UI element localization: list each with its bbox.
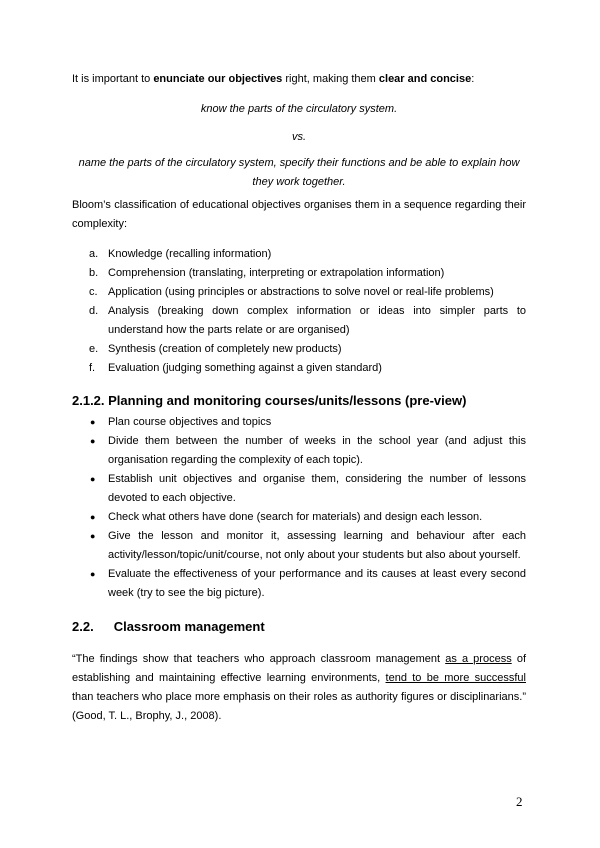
list-item-text: Synthesis (creation of completely new products)	[108, 343, 342, 355]
list-item-text: Divide them between the number of weeks in the school year (and adjust this organisation regarding the complexity of each topic).	[108, 435, 526, 466]
list-item-text: Give the lesson and monitor it, assessing learning and behaviour after each activity/lesson/topic/unit/course, not only about your students but also about yourself.	[108, 530, 526, 561]
list-item-text: Establish unit objectives and organise them, considering the number of lessons devoted to each objective.	[108, 473, 526, 504]
list-item	[72, 264, 526, 283]
list-item	[72, 245, 526, 264]
list-marker: c.	[89, 286, 98, 298]
list-item-text: Analysis (breaking down complex information or ideas into simpler parts to understand how the parts relate or are organised)	[108, 305, 526, 336]
list-item-text: Evaluation (judging something against a given standard)	[108, 362, 382, 374]
bullet-icon: ●	[90, 569, 96, 579]
bullet-icon: ●	[90, 512, 96, 522]
intro-bold-clear: clear and concise	[378, 73, 472, 85]
intro-bold-objectives: enunciate our objectives	[153, 73, 283, 85]
list-item-text: Comprehension (translating, interpreting or extrapolation information)	[108, 267, 445, 279]
list-item	[72, 413, 526, 432]
quote-underline-successful: tend to be more successful	[385, 672, 526, 684]
intro-text-mid: right, making them	[282, 73, 379, 85]
quote-text: of establishing and maintaining effective learning environments,	[72, 653, 526, 684]
intro-paragraph	[72, 70, 532, 89]
list-marker: d.	[89, 305, 99, 317]
page-number: 2	[516, 794, 523, 809]
list-item	[72, 359, 526, 378]
bullet-icon: ●	[90, 436, 96, 446]
list-item-text: Check what others have done (search for materials) and design each lesson.	[108, 511, 483, 523]
example-line-1: know the parts of the circulatory system.	[200, 103, 398, 115]
planning-list	[72, 413, 526, 603]
list-item	[72, 302, 526, 340]
list-item-text: Plan course objectives and topics	[108, 416, 272, 428]
intro-colon: :	[471, 73, 475, 85]
bullet-icon: ●	[90, 474, 96, 484]
section-title: Classroom management	[113, 619, 265, 634]
bloom-list	[72, 245, 526, 378]
list-item-text: Knowledge (recalling information)	[108, 248, 272, 260]
quote-underline-process: as a process	[445, 653, 512, 665]
bullet-icon: ●	[90, 531, 96, 541]
list-marker: b.	[89, 267, 99, 279]
list-marker: a.	[89, 248, 99, 260]
example-vs: vs.	[291, 131, 307, 143]
section-heading-2-2	[72, 618, 532, 636]
bullet-icon: ●	[90, 417, 96, 427]
list-item-text: Evaluate the effectiveness of your performance and its causes at least every second week (try to see the big picture).	[108, 568, 526, 599]
intro-text: It is important to	[72, 73, 154, 85]
list-item	[72, 432, 526, 470]
list-item	[72, 340, 526, 359]
list-marker: f.	[89, 362, 96, 374]
list-marker: e.	[89, 343, 99, 355]
section-number: 2.2.	[72, 619, 94, 634]
list-item	[72, 565, 526, 603]
list-item-text: Application (using principles or abstractions to solve novel or real-life problems)	[108, 286, 494, 298]
list-item	[72, 283, 526, 302]
example-line-2: name the parts of the circulatory system, specify their functions and be able to explain how they work together.	[78, 157, 520, 188]
section-heading-2-1-2: 2.1.2. Planning and monitoring courses/units/lessons (pre-view)	[72, 393, 467, 408]
quote-text: than teachers who place more emphasis on their roles as authority figures or disciplinarians.” (Good, T. L., Brophy, J., 2008).	[72, 691, 526, 722]
quote-paragraph	[72, 650, 526, 726]
quote-text: “The findings show that teachers who approach classroom management	[72, 653, 446, 665]
list-item	[72, 470, 526, 508]
list-item	[72, 508, 526, 527]
bloom-paragraph: Bloom’s classification of educational objectives organises them in a sequence regarding their complexity:	[72, 199, 526, 230]
list-item	[72, 527, 526, 565]
